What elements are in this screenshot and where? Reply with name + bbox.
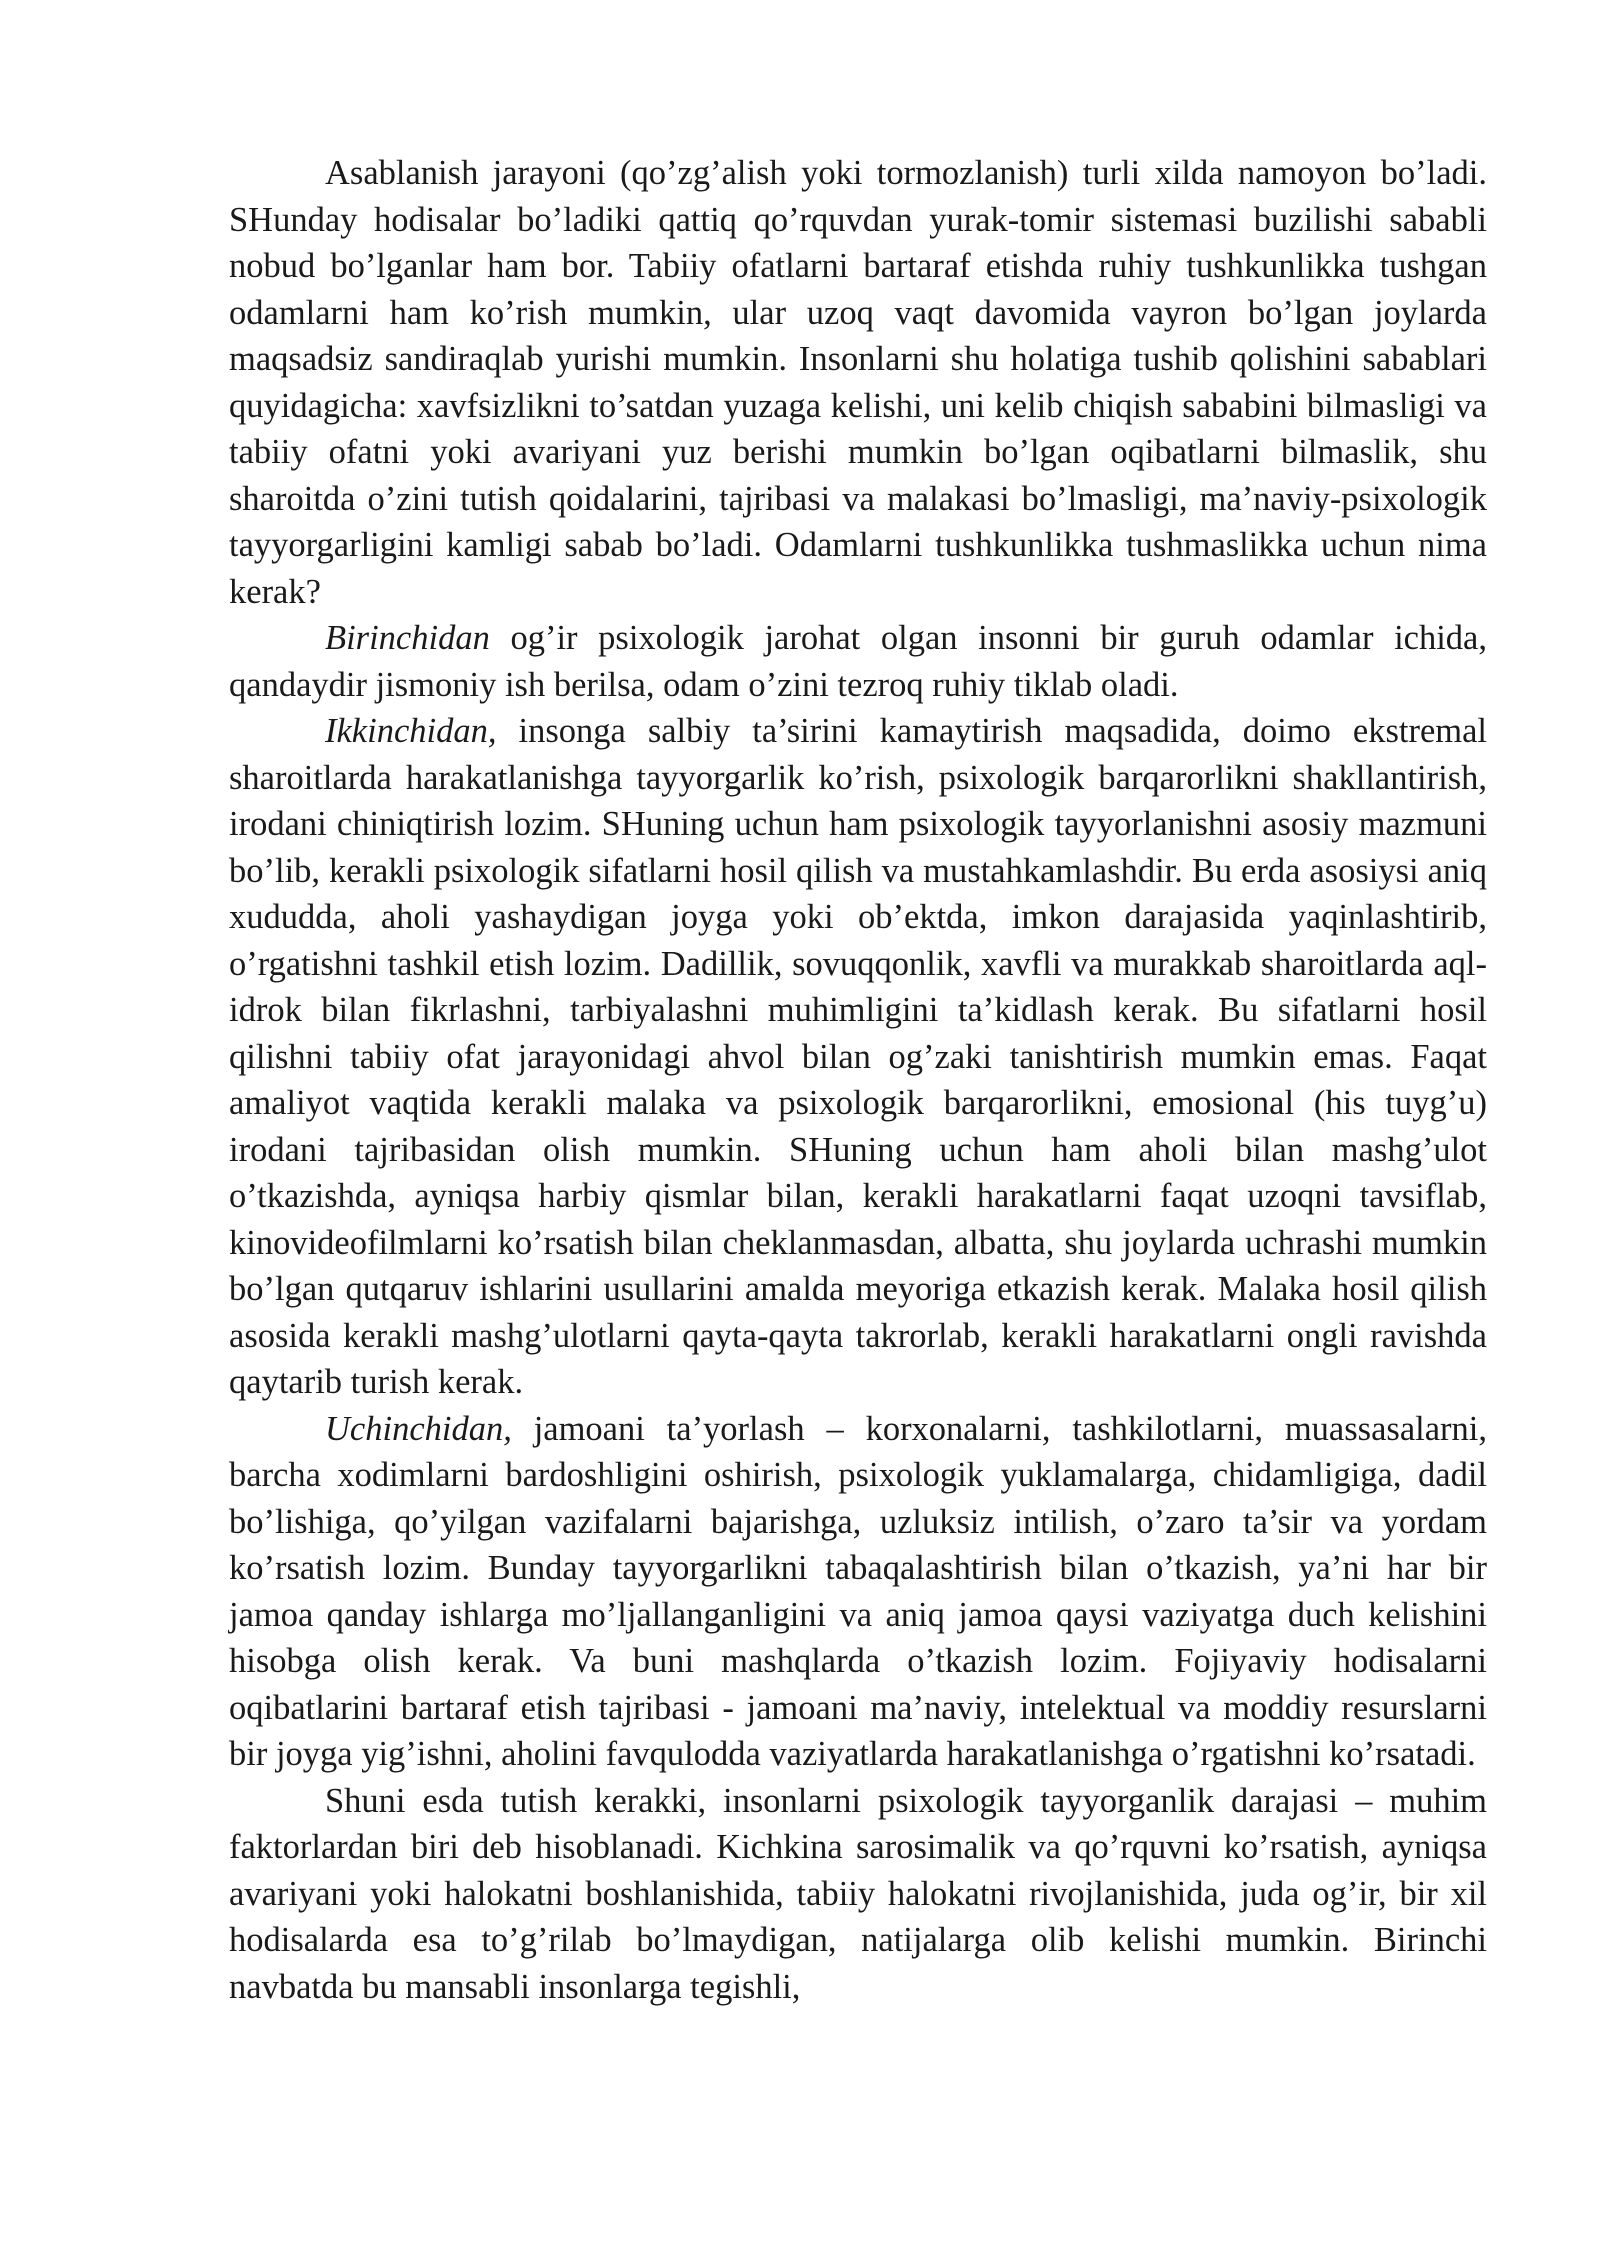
paragraph-lead: Birinchidan <box>325 619 490 657</box>
paragraph-conclusion <box>229 1778 1487 2011</box>
paragraph-text: jamoani ta’yorlash – korxonalarni, tashkilotlarni, muassasalarni, barcha xodimlarni bardoshligini oshirish, psixologik yuklamalarga, chidamligiga, dadil bo’lishiga, qo’yilgan vazifalarni bajarishga, uzluksiz intilish, o’zaro ta’sir va yordam ko’rsatish lozim. Bunday tayyorgarlikni tabaqalashtirish bilan o’tkazish, ya’ni har bir jamoa qanday ishlarga mo’ljallanganligini va aniq jamoa qaysi vaziyatga duch kelishini hisobga olish kerak. Va buni mashqlarda o’tkazish lozim. Fojiyaviy hodisalarni oqibatlarini bartaraf etish tajribasi - jamoani ma’naviy, intelektual va moddiy resurslarni bir joyga yig’ishni, aholini favqulodda vaziyatlarda harakatlanishga o’rgatishni ko’rsatadi. <box>229 1409 1487 1773</box>
document-page <box>229 150 1487 2010</box>
paragraph-lead: Uchinchidan, <box>325 1409 512 1448</box>
paragraph-lead: Ikkinchidan, <box>325 712 497 750</box>
paragraph-text: og’ir psixologik jarohat olgan insonni bir guruh odamlar ichida, qandaydir jismoniy ish berilsa, odam o’zini tezroq ruhiy tiklab oladi. <box>229 619 1487 704</box>
paragraph-first <box>229 615 1487 708</box>
paragraph-text: Shuni esda tutish kerakki, insonlarni psixologik tayyorganlik darajasi – muhim faktorlardan biri deb hisoblanadi. Kichkina sarosimalik va qo’rquvni ko’rsatish, ayniqsa avariyani yoki halokatni boshlanishida, tabiiy halokatni rivojlanishida, juda og’ir, bir xil hodisalarda esa to’g’rilab bo’lmaydigan, natijalarga olib kelishi mumkin. Birinchi navbatda bu mansabli insonlarga tegishli, <box>229 1781 1487 2006</box>
paragraph-second <box>229 708 1487 1406</box>
paragraph-third <box>229 1406 1487 1778</box>
paragraph-intro <box>229 150 1487 615</box>
paragraph-text: Asablanish jarayoni (qo’zg’alish yoki tormozlanish) turli xilda namoyon bo’ladi. SHunday hodisalar bo’ladiki qattiq qo’rquvdan yurak-tomir sistemasi buzilishi sababli nobud bo’lganlar ham bor. Tabiiy ofatlarni bartaraf etishda ruhiy tushkunlikka tushgan odamlarni ham ko’rish mumkin, ular uzoq vaqt davomida vayron bo’lgan joylarda maqsadsiz sandiraqlab yurishi mumkin. Insonlarni shu holatiga tushib qolishini sabablari quyidagicha: xavfsizlikni to’satdan yuzaga kelishi, uni kelib chiqish sababini bilmasligi va tabiiy ofatni yoki avariyani yuz berishi mumkin bo’lgan oqibatlarni bilmaslik, shu sharoitda o’zini tutish qoidalarini, tajribasi va malakasi bo’lmasligi, ma’naviy-psixologik tayyorgarligini kamligi sabab bo’ladi. Odamlarni tushkunlikka tushmaslikka uchun nima kerak? <box>229 154 1487 611</box>
paragraph-text: insonga salbiy ta’sirini kamaytirish maqsadida, doimo ekstremal sharoitlarda harakatlanishga tayyorgarlik ko’rish, psixologik barqarorlikni shakllantirish, irodani chiniqtirish lozim. SHuning uchun ham psixologik tayyorlanishni asosiy mazmuni bo’lib, kerakli psixologik sifatlarni hosil qilish va mustahkamlashdir. Bu erda asosiysi aniq xududda, aholi yashaydigan joyga yoki ob’ektda, imkon darajasida yaqinlashtirib, o’rgatishni tashkil etish lozim. Dadillik, sovuqqonlik, xavfli va murakkab sharoitlarda aql-idrok bilan fikrlashni, tarbiyalashni muhimligini ta’kidlash kerak. Bu sifatlarni hosil qilishni tabiiy ofat jarayonidagi ahvol bilan og’zaki tanishtirish mumkin emas. Faqat amaliyot vaqtida kerakli malaka va psixologik barqarorlikni, emosional (his tuyg’u) irodani tajribasidan olish mumkin. SHuning uchun ham aholi bilan mashg’ulot o’tkazishda, ayniqsa harbiy qismlar bilan, kerakli harakatlarni faqat uzoqni tavsiflab, kinovideofilmlarni ko’rsatish bilan cheklanmasdan, albatta, shu joylarda uchrashi mumkin bo’lgan qutqaruv ishlarini usullarini amalda meyoriga etkazish kerak. Malaka hosil qilish asosida kerakli mashg’ulotlarni qayta-qayta takrorlab, kerakli harakatlarni ongli ravishda qaytarib turish kerak. <box>229 712 1487 1401</box>
